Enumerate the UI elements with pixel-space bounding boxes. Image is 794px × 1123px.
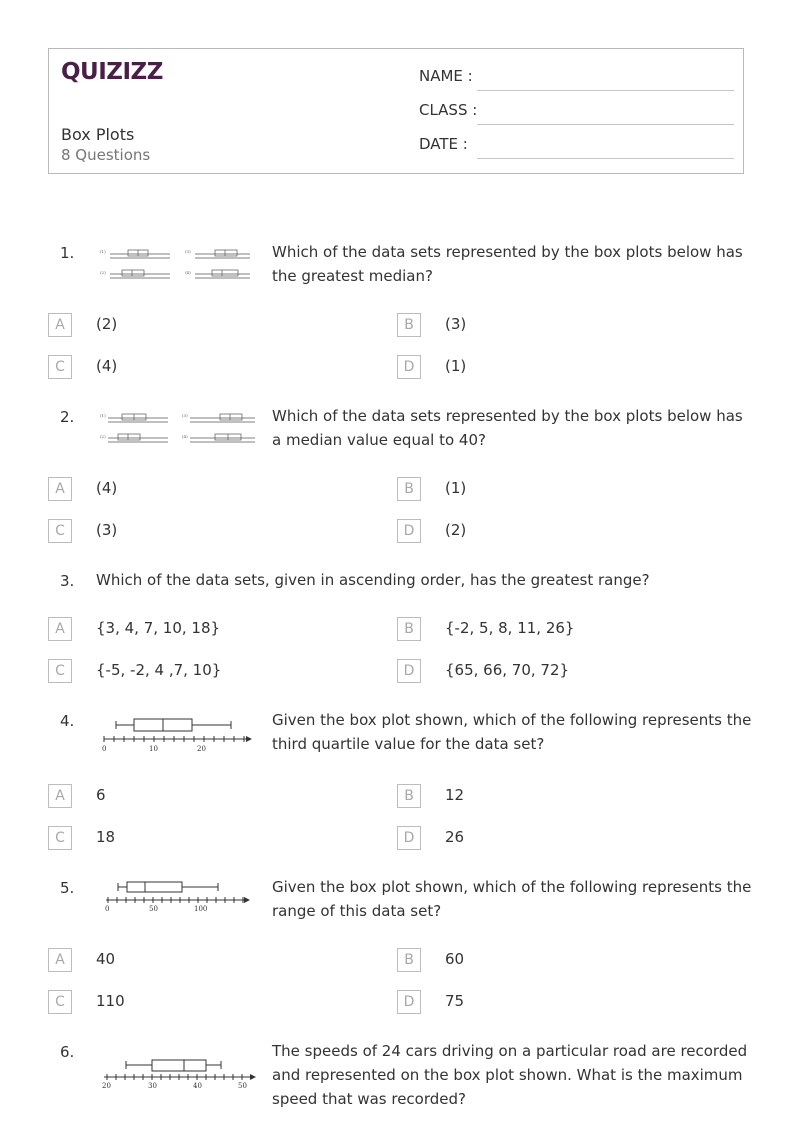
option-text: (4) [96,357,118,375]
option-text: (1) [445,479,467,497]
option-letter: B [397,313,421,337]
class-label: CLASS : [419,101,478,119]
axis-label: 50 [149,905,158,913]
axis-label: 20 [102,1082,111,1090]
option-letter: C [48,826,72,850]
option-text: (4) [96,479,118,497]
axis-label: 0 [105,905,110,913]
axis-label: 20 [197,745,206,753]
option-text: (2) [96,315,118,333]
question-number: 1. [60,244,75,262]
four-box-plots-icon [100,408,255,450]
figure-label: (1) [100,413,106,418]
quizizz-logo: QUIZIZZ [61,59,163,85]
question-number: 3. [60,572,75,590]
axis-label: 50 [238,1082,247,1090]
option-text: 18 [96,828,116,846]
option-letter: D [397,826,421,850]
box-plot-icon [100,881,255,921]
option-text: 40 [96,950,116,968]
axis-label: 0 [102,745,107,753]
option-text: 6 [96,786,106,804]
option-letter: C [48,519,72,543]
question-number: 2. [60,408,75,426]
figure-label: (3) [185,249,191,254]
name-line[interactable] [477,90,734,91]
question-text: The speeds of 24 cars driving on a particular road are recorded and represented on the box plot shown. What is the maximum speed that was recorded? [272,1042,748,1108]
date-field[interactable] [419,135,734,159]
date-line[interactable] [477,158,734,159]
axis-label: 40 [193,1082,202,1090]
option-text: (3) [96,521,118,539]
name-field[interactable] [419,67,734,91]
option-letter: A [48,617,72,641]
question-text: Given the box plot shown, which of the following represents the range of this data set? [272,878,752,920]
option-letter: A [48,477,72,501]
option-text: (2) [445,521,467,539]
option-text: {-5, -2, 4 ,7, 10} [96,661,222,679]
question-text: Which of the data sets, given in ascending order, has the greatest range? [96,571,650,589]
option-letter: B [397,948,421,972]
option-text: 60 [445,950,465,968]
option-letter: A [48,784,72,808]
option-letter: B [397,784,421,808]
worksheet-title: Box Plots [61,125,135,144]
option-text: 26 [445,828,465,846]
question-number: 6. [60,1043,75,1061]
date-label: DATE : [419,135,468,153]
figure-label: (4) [182,434,188,439]
option-letter: D [397,355,421,379]
option-text: {3, 4, 7, 10, 18} [96,619,221,637]
option-text: {65, 66, 70, 72} [445,661,570,679]
option-letter: A [48,948,72,972]
option-text: (3) [445,315,467,333]
box-plot-icon [100,1057,260,1093]
option-letter: D [397,519,421,543]
option-text: {-2, 5, 8, 11, 26} [445,619,575,637]
axis-label: 30 [148,1082,157,1090]
question-number: 4. [60,712,75,730]
class-field[interactable] [419,101,734,125]
figure-label: (4) [185,270,191,275]
four-box-plots-icon [100,244,250,286]
option-text: 12 [445,786,465,804]
option-letter: A [48,313,72,337]
box-plot-icon [100,716,255,756]
worksheet-header [48,48,744,174]
figure-label: (2) [100,270,106,275]
option-letter: C [48,355,72,379]
class-line[interactable] [477,124,734,125]
question-text: Given the box plot shown, which of the following represents the third quartile value for the data set? [272,711,752,753]
figure-label: (3) [182,413,188,418]
option-letter: C [48,659,72,683]
name-label: NAME : [419,67,473,85]
figure-label: (2) [100,434,106,439]
question-number: 5. [60,879,75,897]
option-letter: B [397,617,421,641]
axis-label: 10 [149,745,158,753]
option-letter: C [48,990,72,1014]
option-text: 110 [96,992,125,1010]
question-text: Which of the data sets represented by the box plots below has a median value equal to 40? [272,407,743,449]
axis-label: 100 [194,905,208,913]
question-text: Which of the data sets represented by the box plots below has the greatest median? [272,243,743,285]
figure-label: (1) [100,249,106,254]
option-text: 75 [445,992,465,1010]
question-count: 8 Questions [61,146,151,164]
option-letter: D [397,659,421,683]
option-text: (1) [445,357,467,375]
option-letter: B [397,477,421,501]
option-letter: D [397,990,421,1014]
